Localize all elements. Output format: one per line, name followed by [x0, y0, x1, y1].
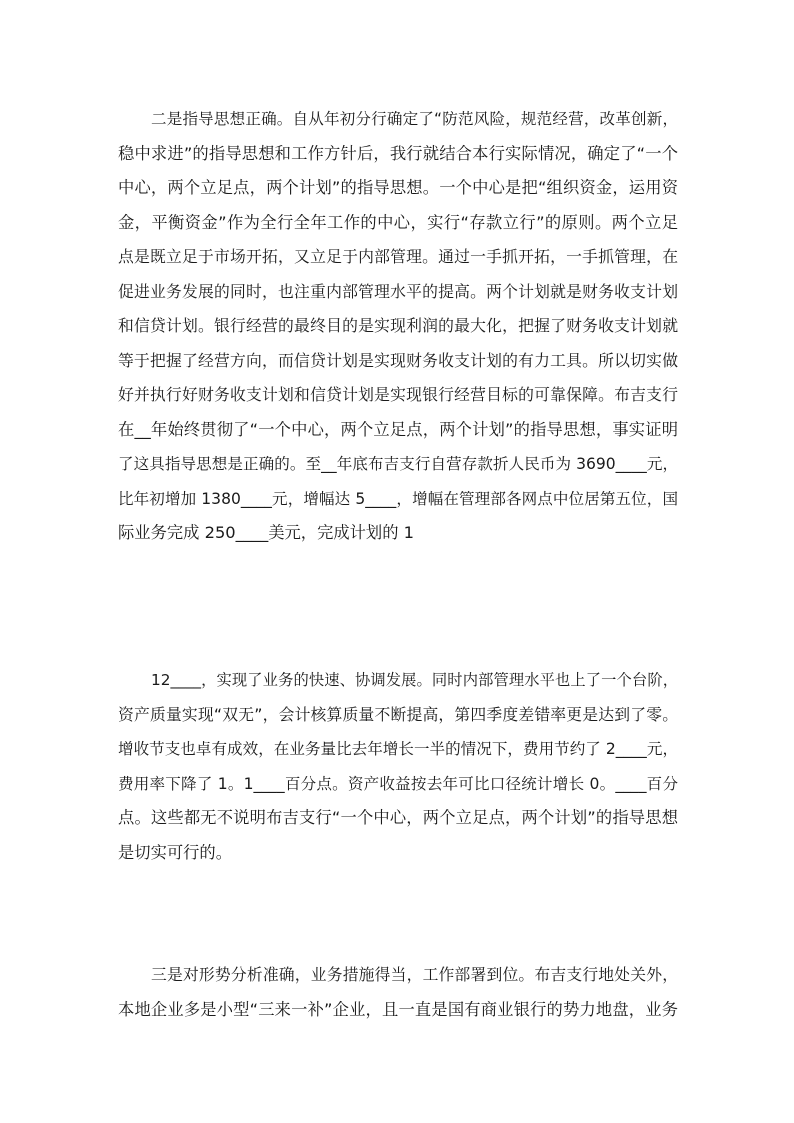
text-line: 本地企业多是小型“三来一补”企业，且一直是国有商业银行的势力地盘，业务: [118, 999, 678, 1019]
text-line: 稳中求进”的指导思想和工作方针后，我行就结合本行实际情况，确定了“一个: [118, 143, 678, 163]
text-line: 点是既立足于市场开拓，又立足于内部管理。通过一手抓开拓，一手抓管理，在: [118, 247, 678, 266]
text-line: 三是对形势分析准确，业务措施得当，工作部署到位。布吉支行地处关外，: [151, 965, 678, 984]
text-line: 好并执行好财务收支计划和信贷计划是实现银行经营目标的可靠保障。布吉支行: [118, 385, 678, 404]
text-line: 际业务完成 250____美元，完成计划的 1: [118, 523, 415, 542]
text-line: 二是指导思想正确。自从年初分行确定了“防范风险，规范经营，改革创新，: [151, 110, 678, 128]
text-line: 在__年始终贯彻了“一个中心，两个立足点，两个计划”的指导思想，事实证明: [118, 419, 678, 439]
text-line: 促进业务发展的同时，也注重内部管理水平的提高。两个计划就是财务收支计划: [118, 281, 678, 301]
paragraph-guiding-ideology: [118, 102, 678, 551]
text-line: 资产质量实现“双无”，会计核算质量不断提高，第四季度差错率更是达到了零。: [118, 704, 678, 724]
text-line: 费用率下降了 1。1____百分点。资产收益按去年可比口径统计增长 0。____百分: [118, 774, 678, 793]
text-line: 等于把握了经营方向，而信贷计划是实现财务收支计划的有力工具。所以切实做: [118, 350, 678, 370]
text-line: 是切实可行的。: [118, 842, 232, 862]
text-line: 12____，实现了业务的快速、协调发展。同时内部管理水平也上了一个台阶，: [151, 671, 678, 689]
text-line: 和信贷计划。银行经营的最终目的是实现利润的最大化，把握了财务收支计划就: [118, 316, 678, 335]
paragraph-situation-analysis: [118, 958, 678, 1027]
text-line: 增收节支也卓有成效，在业务量比去年增长一半的情况下，费用节约了 2____元，: [118, 740, 678, 758]
paragraph-results: [118, 663, 678, 870]
text-line: 中心，两个立足点，两个计划”的指导思想。一个中心是把“组织资金，运用资: [118, 178, 678, 197]
text-line: 金，平衡资金”作为全行全年工作的中心，实行“存款立行”的原则。两个立足: [118, 212, 678, 232]
text-line: 了这具指导思想是正确的。至__年底布吉支行自营存款折人民币为 3690____元，: [118, 455, 678, 473]
text-line: 比年初增加 1380____元，增幅达 5____，增幅在管理部各网点中位居第五位，国: [118, 489, 678, 508]
text-line: 点。这些都无不说明布吉支行“一个中心，两个立足点，两个计划”的指导思想: [118, 808, 678, 827]
